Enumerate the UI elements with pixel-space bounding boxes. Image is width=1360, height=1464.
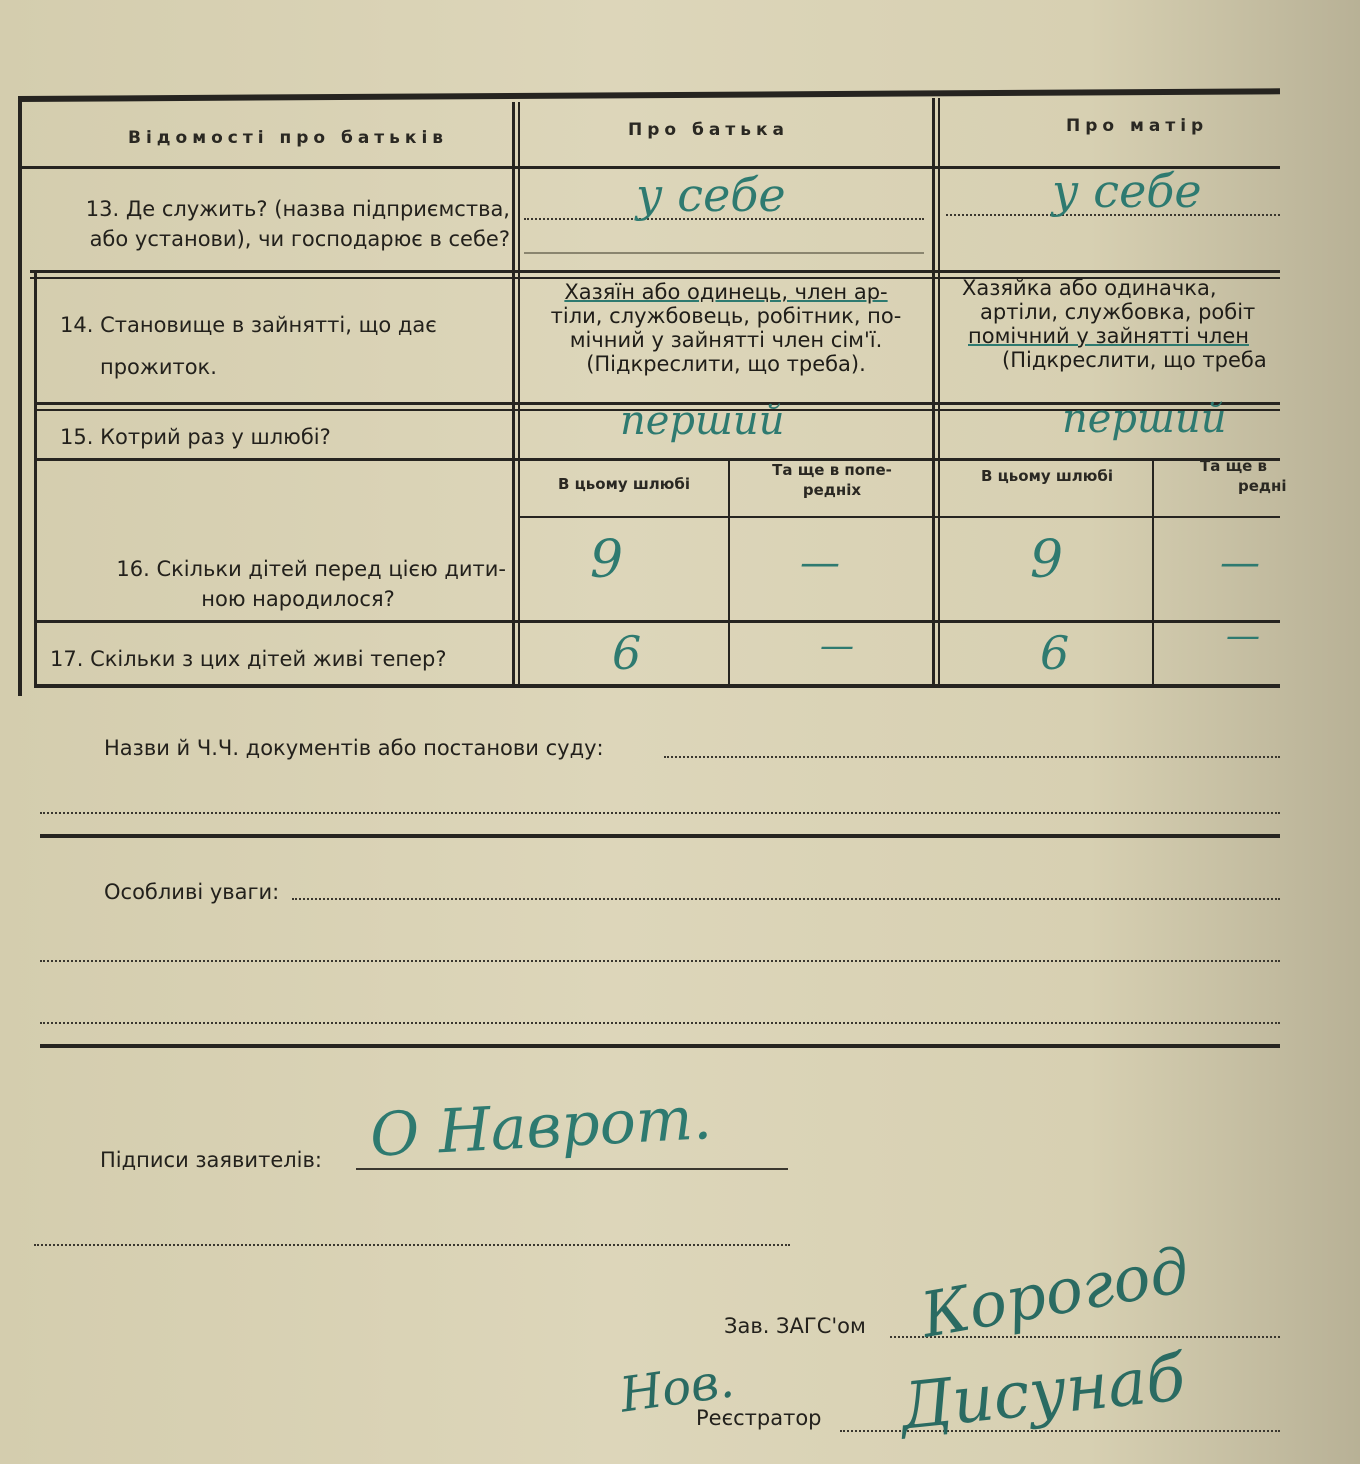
father-16-prev: —	[800, 540, 840, 586]
father-sub-previous	[732, 460, 932, 500]
signatures-line-2	[34, 1244, 790, 1246]
header-parents-info: Відомості про батьків	[128, 128, 449, 148]
father-14-underlined: Хазяїн або одинець, член ар-	[564, 280, 888, 304]
notes-line-2	[40, 960, 1280, 962]
col-separator-mother-sub	[1152, 460, 1154, 686]
father-14-line2: тіли, службовець, робітник, по-	[550, 304, 902, 328]
question-16-line1: 16. Скільки дітей перед цією дити-	[116, 557, 506, 581]
father-13-line-b	[524, 252, 924, 254]
table-left-border	[18, 100, 22, 696]
signatures-label: Підписи заявителів:	[100, 1148, 322, 1172]
notes-label: Особливі уваги:	[104, 880, 280, 904]
mother-14-line3	[948, 324, 1288, 348]
header-mother: Про матір	[1066, 116, 1209, 136]
question-14-line2: прожиток.	[100, 355, 217, 379]
head-signature: Корогод	[915, 1233, 1195, 1352]
father-17-prev: —	[820, 626, 854, 666]
col-separator-2	[932, 98, 935, 686]
question-17: 17. Скільки з цих дітей живі тепер?	[50, 647, 447, 671]
question-16-line2: ною народилося?	[201, 587, 395, 611]
row-separator-16	[36, 620, 1280, 623]
row-separator-15	[36, 458, 1280, 461]
question-13	[40, 194, 510, 254]
father-16-this: 9	[590, 530, 624, 590]
mother-sub-this-marriage: В цьому шлюбі	[981, 467, 1113, 485]
registrar-label: Реєстратор	[696, 1406, 822, 1430]
mother-17-this: 6	[1040, 626, 1070, 680]
father-14-options	[528, 280, 924, 376]
mother-sub-previous	[1160, 456, 1360, 496]
col-separator-1	[512, 102, 515, 686]
col-separator-2b	[938, 98, 940, 686]
documents-label: Назви й Ч.Ч. документів або постанови суду:	[104, 736, 604, 760]
documents-line-2	[40, 812, 1280, 814]
mother-14-line4: (Підкреслити, що треба	[1002, 348, 1267, 372]
table-top-border	[18, 88, 1280, 102]
header-father: Про батька	[628, 120, 789, 140]
col-separator-father-sub	[728, 460, 730, 686]
question-15: 15. Котрий раз у шлюбі?	[60, 425, 331, 449]
notes-line-1	[292, 898, 1280, 900]
notes-line-3	[40, 1022, 1280, 1024]
father-15-answer: перший	[620, 398, 785, 444]
documents-line-1	[664, 756, 1280, 758]
father-14-line1	[528, 280, 924, 304]
father-sub-previous-line2: редніх	[802, 481, 862, 499]
registrar-signature: Дисунаб	[896, 1341, 1189, 1445]
mother-14-line2: артіли, службовка, робіт	[980, 300, 1256, 324]
question-14-line1: 14. Становище в зайнятті, що дає	[60, 313, 437, 337]
mother-14-options	[948, 276, 1288, 372]
table-inner-left-border	[34, 270, 37, 688]
mother-13-answer: у себе	[1052, 164, 1202, 218]
question-16	[50, 554, 506, 614]
row-16-subheader-line	[518, 516, 1280, 518]
father-sub-this-marriage: В цьому шлюбі	[558, 475, 690, 493]
father-17-this: 6	[612, 626, 642, 680]
mother-14-underlined: помічний у зайнятті член	[968, 324, 1249, 348]
documents-separator	[40, 834, 1280, 838]
father-13-answer: у себе	[636, 168, 786, 222]
father-sub-previous-line1: Та ще в попе-	[772, 461, 892, 479]
father-14-line4: (Підкреслити, що треба).	[586, 352, 866, 376]
mother-15-answer: перший	[1062, 396, 1227, 442]
col-separator-1b	[518, 102, 520, 686]
mother-17-prev: —	[1226, 616, 1260, 656]
table-bottom-border	[36, 684, 1280, 688]
mother-16-prev: —	[1220, 540, 1260, 586]
signature-applicant: О Наврот.	[368, 1083, 714, 1171]
notes-separator	[40, 1044, 1280, 1048]
row-separator-13	[30, 270, 1280, 273]
question-13-line1: 13. Де служить? (назва підприємства,	[85, 197, 510, 221]
mother-sub-previous-line2: редні	[1238, 477, 1287, 495]
father-14-line3: мічний у зайнятті член сім'ї.	[569, 328, 883, 352]
margin-note: Нов.	[616, 1352, 738, 1424]
mother-14-line1: Хазяйка або одиначка,	[962, 276, 1217, 300]
mother-sub-previous-line1: Та ще в	[1200, 457, 1268, 475]
head-label: Зав. ЗАГС'ом	[724, 1314, 866, 1338]
question-13-line2: або установи), чи господарює в себе?	[89, 227, 510, 251]
mother-16-this: 9	[1030, 530, 1064, 590]
